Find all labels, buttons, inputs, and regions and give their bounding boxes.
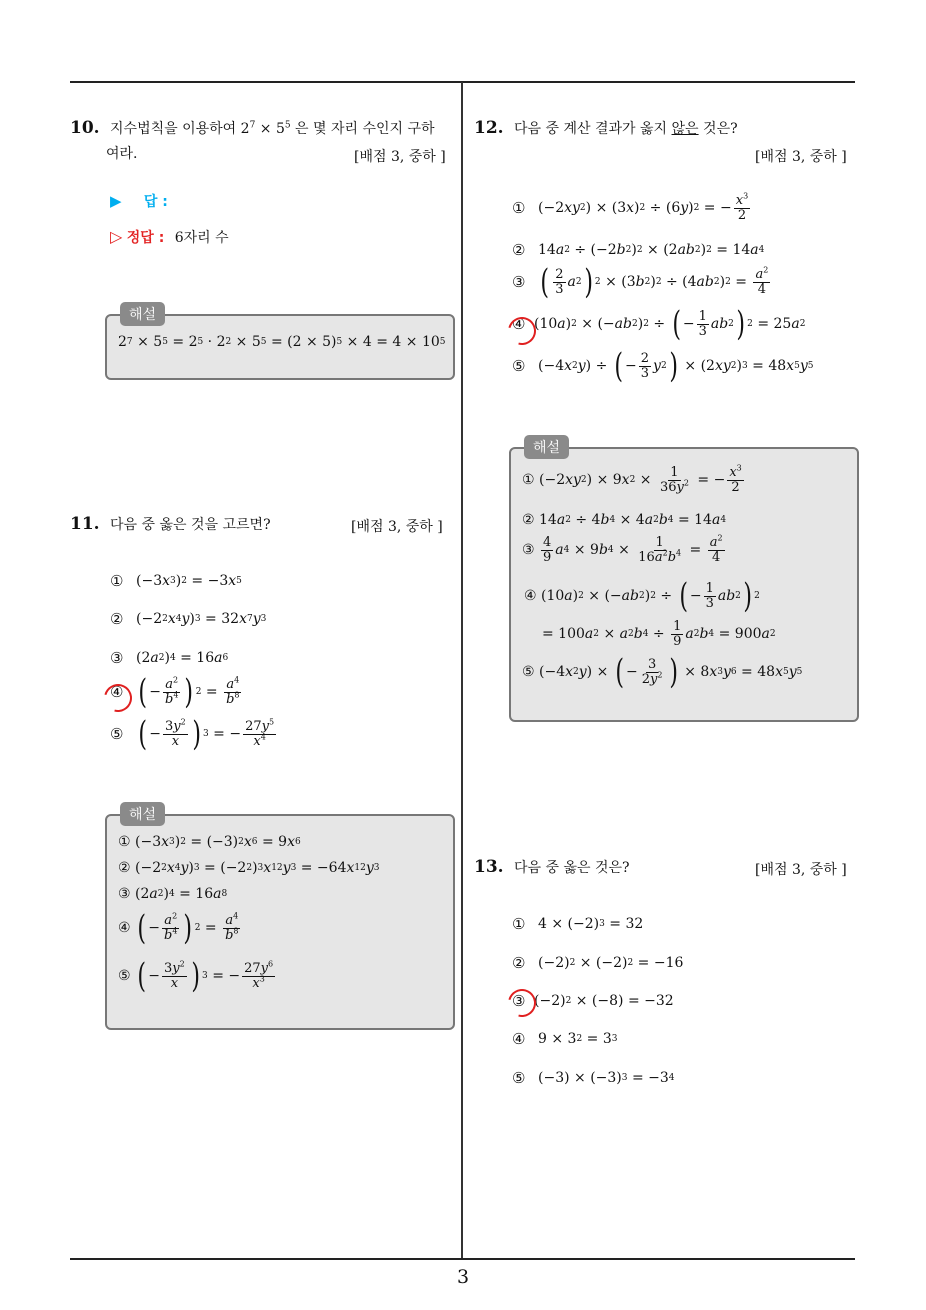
q11-solution-line-5: ⑤ ( − $\frac{3y^2}{x}$ ) 3 = − $\frac{27y^6}{x^3}$ xyxy=(118,956,274,997)
q12-text-underlined: 않은 xyxy=(671,121,699,137)
footer-rule xyxy=(70,1258,855,1260)
triangle-outline-icon: ▷ xyxy=(110,227,123,246)
q11-option-5[interactable]: ⑤ ( − $\frac{3y^2}{x}$ ) 3 = − $\frac{27y^5}{x^4}$ xyxy=(110,714,275,755)
q10-expr: $2^7 \times 5^5$ xyxy=(240,120,291,137)
q11-header xyxy=(70,510,271,539)
q13-answer-mark xyxy=(503,984,541,1022)
play-icon: ▶ xyxy=(110,192,122,210)
q10-solution-line: 2 7 × 5 5 = 2 5 · 2 2 × 5 5 = (2 × 5) 5 × 4 = 4 × 10 5 xyxy=(118,334,446,350)
q12-option-3[interactable]: ③ ( $\frac{2}{3}$ a 2 ) 2 × (3 b 2 ) 2 ÷ (4 ab 2 ) 2 = $\frac{a^2}{4}$ xyxy=(512,262,769,303)
q12-number: 12. xyxy=(474,118,504,138)
q10-number: 10. xyxy=(70,118,100,138)
q11-text: 다음 중 옳은 것을 고르면? xyxy=(110,517,271,533)
q12-option-2[interactable]: ② 14 a 2 ÷ (−2 b 2 ) 2 × (2 ab 2 ) 2 = 14 a 4 xyxy=(512,241,765,259)
q10-text-c: 여라. xyxy=(106,146,138,162)
q13-header xyxy=(474,853,630,882)
q12-header xyxy=(474,114,738,143)
q10-correct-label: 정답 : xyxy=(126,230,165,246)
q10-correct-value: 6자리 수 xyxy=(174,230,229,246)
q11-score: [배점 3, 중하 ] xyxy=(351,519,443,535)
q10-solution-tag: 해설 xyxy=(120,302,165,326)
q10-score: [배점 3, 중하 ] xyxy=(354,149,446,165)
q11-solution-line-3: ③ (2 a 2 ) 4 = 16 a 8 xyxy=(118,886,228,902)
q13-score: [배점 3, 중하 ] xyxy=(755,862,847,878)
column-divider xyxy=(461,82,463,1259)
q13-option-4[interactable]: ④ 9 × 3 2 = 3 3 xyxy=(512,1030,618,1048)
q13-option-5[interactable]: ⑤ (−3) × (−3) 3 = −3 4 xyxy=(512,1069,675,1087)
q13-text: 다음 중 옳은 것은? xyxy=(514,860,630,876)
q13-option-3[interactable]: ③ (−2) 2 × (−8) = −32 xyxy=(512,992,674,1010)
q12-solution-tag: 해설 xyxy=(524,435,569,459)
q12-solution-line-3: ③ $\frac{4}{9}$ a 4 × 9 b 4 × $\frac{1}{16a^2b^4}$ = $\frac{a^2}{4}$ xyxy=(522,533,723,565)
q12-solution-line-1: ① (−2 xy 2 ) × 9 x 2 × $\frac{1}{36y^2}$ = − $\frac{x^3}{2}$ xyxy=(522,463,742,495)
q13-option-2[interactable]: ② (−2) 2 × (−2) 2 = −16 xyxy=(512,954,684,972)
q10-answer-row xyxy=(110,191,168,211)
q10-correct-row xyxy=(110,227,229,247)
q12-solution-line-2: ② 14 a 2 ÷ 4 b 4 × 4 a 2 b 4 = 14 a 4 xyxy=(522,512,727,528)
q10-answer-label: 답 : xyxy=(143,194,168,210)
q12-score: [배점 3, 중하 ] xyxy=(755,149,847,165)
q10-text-b: 은 몇 자리 수인지 구하 xyxy=(295,121,435,137)
q11-option-4[interactable]: ④ ( − $\frac{a^2}{b^4}$ ) 2 = $\frac{a^4}{b^8}$ xyxy=(110,672,240,713)
q12-solution-line-6: ⑤ (−4 x 2 y ) × ( − $\frac{3}{2y^2}$ ) × 8 x 3 y 6 = 48 x 5 y 5 xyxy=(522,652,803,693)
page-number: 3 xyxy=(456,1266,470,1288)
q11-option-3[interactable]: ③ (2 a 2 ) 4 = 16 a 6 xyxy=(110,649,229,667)
q11-option-1[interactable]: ① (−3 x 3 ) 2 = −3 x 5 xyxy=(110,572,242,590)
q12-option-4[interactable]: ④ (10 a ) 2 × (− ab 2 ) 2 ÷ ( − $\frac{1}{3}$ ab 2 ) 2 = 25 a 2 xyxy=(512,304,806,345)
q11-solution-line-4: ④ ( − $\frac{a^2}{b^4}$ ) 2 = $\frac{a^4}{b^8}$ xyxy=(118,908,239,949)
q11-solution-line-1: ① (−3 x 3 ) 2 = (−3) 2 x 6 = 9 x 6 xyxy=(118,834,301,850)
q11-number: 11. xyxy=(70,514,100,534)
q13-number: 13. xyxy=(474,857,504,877)
q11-option-2[interactable]: ② (−2 2 x 4 y ) 3 = 32 x 7 y 3 xyxy=(110,610,267,628)
q12-solution-line-5: = 100 a 2 × a 2 b 4 ÷ $\frac{1}{9}$ a 2 b 4 = 900 a 2 xyxy=(542,619,776,649)
q11-solution-tag: 해설 xyxy=(120,802,165,826)
q12-solution-line-4: ④ (10 a ) 2 × (− ab 2 ) 2 ÷ ( − $\frac{1}{3}$ ab 2 ) 2 xyxy=(524,576,760,617)
q12-text-b: 것은? xyxy=(703,121,738,137)
q12-text-a: 다음 중 계산 결과가 옳지 xyxy=(514,121,668,137)
q12-option-1[interactable]: ① (−2 xy 2 ) × (3 x ) 2 ÷ (6 y ) 2 = − $\frac{x^3}{2}$ xyxy=(512,191,749,223)
q10-text-a: 지수법칙을 이용하여 xyxy=(110,121,237,137)
q13-option-1[interactable]: ① 4 × (−2) 3 = 32 xyxy=(512,915,644,933)
q10-header xyxy=(70,114,455,143)
q12-option-5[interactable]: ⑤ (−4 x 2 y ) ÷ ( − $\frac{2}{3}$ y 2 ) × (2 xy 2 ) 3 = 48 x 5 y 5 xyxy=(512,346,814,387)
q11-solution-line-2: ② (−2 2 x 4 y ) 3 = (−2 2 ) 3 x 12 y 3 = −64 x 12 y 3 xyxy=(118,860,380,876)
